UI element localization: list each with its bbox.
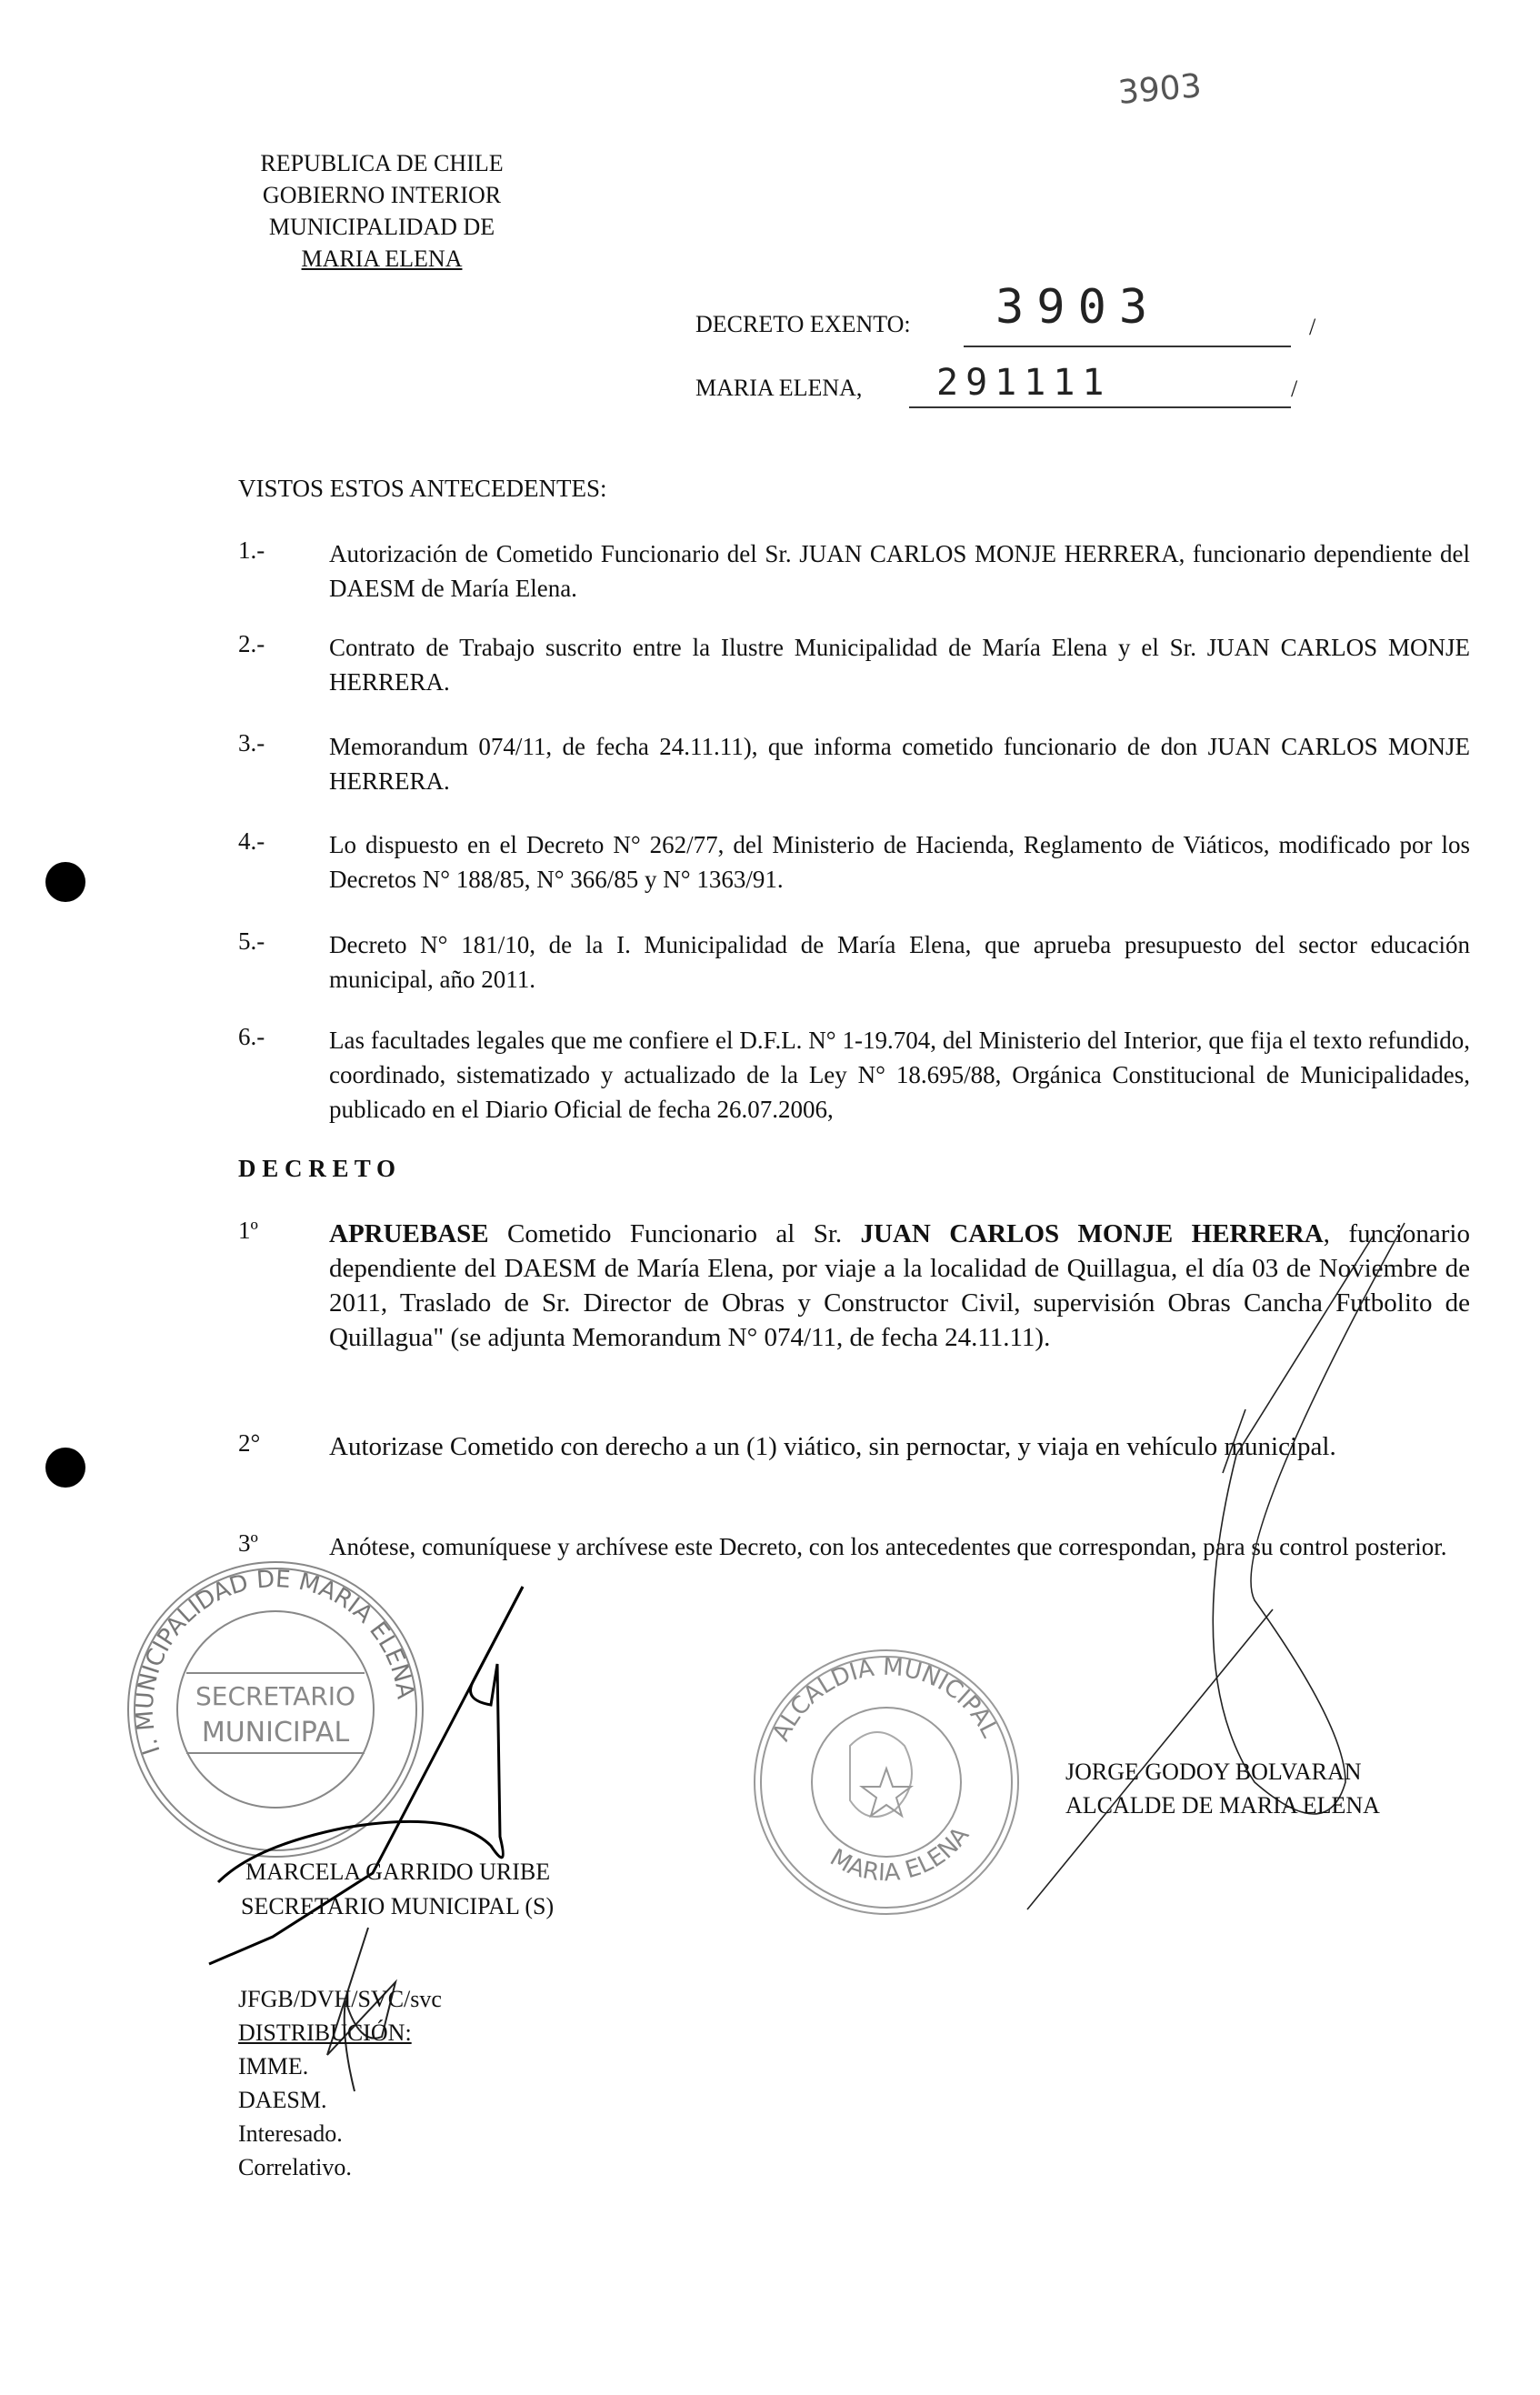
item-number: 3.-: [238, 729, 265, 757]
article-text: Cometido Funcionario al Sr.: [488, 1219, 861, 1248]
distribution-item: IMME.: [238, 2053, 309, 2079]
vistos-item: Decreto N° 181/10, de la I. Municipalidad de María Elena, que aprueba presupuesto del sector educación municipal, año 2011.: [329, 931, 1470, 993]
distribution-title: DISTRIBUCIÓN:: [238, 2019, 412, 2046]
item-number: 2.-: [238, 630, 265, 657]
vistos-item: Contrato de Trabajo suscrito entre la Ilustre Municipalidad de María Elena y el Sr. JUAN CARLOS MONJE HERRERA.: [329, 634, 1470, 696]
place-label: MARIA ELENA,: [695, 375, 863, 401]
distribution-item: Correlativo.: [238, 2154, 352, 2180]
slash: /: [1291, 376, 1298, 402]
letterhead-line: MUNICIPALIDAD DE: [268, 214, 495, 240]
stamp-left-center1: SECRETARIO: [195, 1681, 355, 1711]
article-number: 2°: [238, 1429, 261, 1457]
secretary-title: SECRETARIO MUNICIPAL (S): [241, 1893, 555, 1919]
mayor-name: JORGE GODOY BOLVARAN: [1065, 1759, 1362, 1785]
item-number: 6.-: [238, 1023, 265, 1050]
article-number: 1º: [238, 1217, 258, 1244]
stamp-right-ring-top: ALCALDIA MUNICIPAL: [767, 1653, 1004, 1746]
article-text: , funcionario dependiente del DAESM de María Elena, por viaje a la localidad de Quillagua, el día 03 de Noviembre de 2011, Traslado de Sr. Director de Obras y Constructor Civil, supervisión Obras Cancha Futbolito de Quillagua" (se adjunta Memorandum N° 074/11, de fecha 24.11.11).: [329, 1219, 1470, 1352]
vistos-item: Autorización de Cometido Funcionario del Sr. JUAN CARLOS MONJE HERRERA, funcionario dependiente del DAESM de María Elena.: [329, 540, 1470, 602]
decree-date: 291111: [936, 362, 1112, 404]
item-number: 1.-: [238, 536, 265, 564]
article-number: 3º: [238, 1529, 258, 1557]
decree-number: 3903: [995, 280, 1161, 335]
vistos-item: Lo dispuesto en el Decreto N° 262/77, del Ministerio de Hacienda, Reglamento de Viáticos, modificado por los Decretos N° 188/85, N° 366/85 y N° 1363/91.: [329, 831, 1470, 893]
stamp-left-ring: I. MUNICIPALIDAD DE MARIA ELENA: [131, 1565, 419, 1759]
letterhead-line: MARIA ELENA: [301, 246, 463, 272]
decreto-title: D E C R E T O: [238, 1155, 396, 1182]
approve-keyword: APRUEBASE: [329, 1219, 489, 1248]
initials: JFGB/DVH/SVC/svc: [238, 1986, 442, 2012]
vistos-title: VISTOS ESTOS ANTECEDENTES:: [238, 475, 607, 502]
vistos-item: Las facultades legales que me confiere el D.F.L. N° 1-19.704, del Ministerio del Interior, que fija el texto refundido, coordinado, sistematizado y actualizado de la Ley N° 18.695/88, Orgánica Constitucional de Municipalidades, publicado en el Diario Oficial de fecha 26.07.2006,: [329, 1027, 1470, 1123]
item-number: 4.-: [238, 827, 265, 855]
stamp-left-center2: MUNICIPAL: [201, 1717, 350, 1749]
handwritten-number: 3903: [1116, 67, 1204, 112]
letterhead-line: REPUBLICA DE CHILE: [260, 150, 504, 176]
decree-label: DECRETO EXENTO:: [695, 311, 911, 337]
article-3: Anótese, comuníquese y archívese este Decreto, con los antecedentes que correspondan, para su control posterior.: [329, 1533, 1447, 1560]
distribution-item: Interesado.: [238, 2120, 343, 2147]
slash: /: [1309, 314, 1316, 340]
stamp-right-ring-bottom: MARIA ELENA: [825, 1821, 975, 1888]
letterhead-line: GOBIERNO INTERIOR: [262, 182, 502, 208]
distribution-item: DAESM.: [238, 2087, 327, 2113]
item-number: 5.-: [238, 927, 265, 955]
employee-name: JUAN CARLOS MONJE HERRERA: [860, 1219, 1324, 1248]
secretary-name: MARCELA GARRIDO URIBE: [245, 1859, 551, 1885]
vistos-item: Memorandum 074/11, de fecha 24.11.11), que informa cometido funcionario de don JUAN CARLOS MONJE HERRERA.: [329, 733, 1470, 795]
article-2: Autorizase Cometido con derecho a un (1) viático, sin pernoctar, y viaja en vehículo municipal.: [329, 1432, 1336, 1461]
mayor-title: ALCALDE DE MARIA ELENA: [1065, 1792, 1380, 1819]
